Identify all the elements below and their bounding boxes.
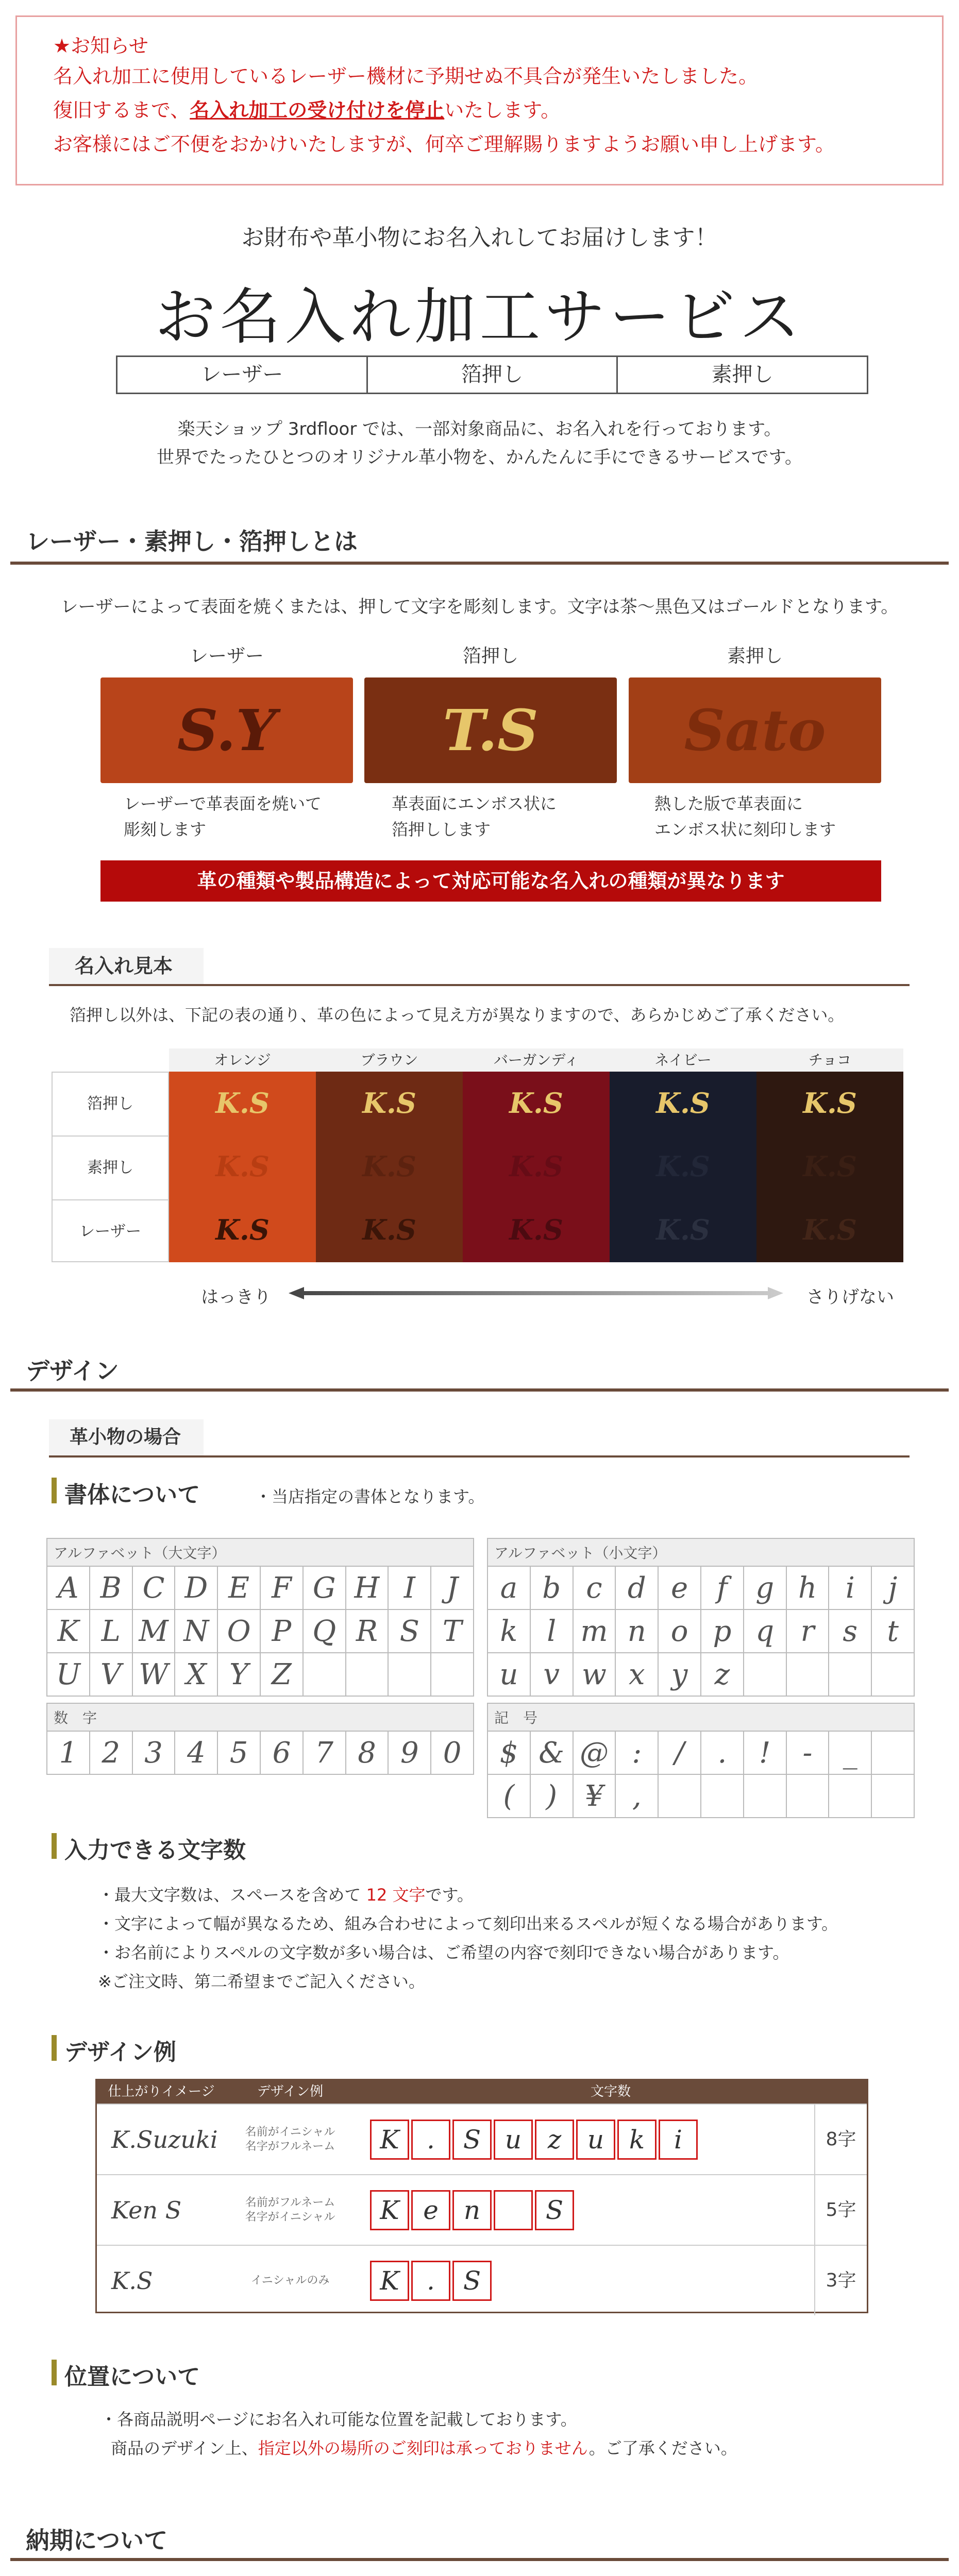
char-box: u (576, 2120, 615, 2160)
glyph-cell: U (47, 1653, 90, 1696)
delivery-heading: 納期について (26, 2527, 168, 2554)
row-label-laser: レーザー (79, 1223, 141, 1241)
glyph-cell: a (487, 1566, 530, 1609)
method-label-plain: 素押し (727, 646, 783, 667)
color-header-burgundy: バーガンディ (463, 1048, 610, 1072)
glyph-cell: u (487, 1653, 530, 1696)
example-heading-bar (52, 2035, 57, 2061)
example-boxes (355, 2120, 814, 2160)
row-label-plain: 素押し (53, 1137, 168, 1200)
samples-heading-box (49, 948, 204, 986)
samples-note: 箔押し以外は、下記の表の通り、革の色によって見え方が異なりますので、あらかじめご了承ください。 (70, 1005, 845, 1025)
glyph-cell: $ (487, 1731, 530, 1774)
lower-label: アルファベット（小文字） (487, 1538, 914, 1566)
notice-box (15, 15, 944, 185)
example-name: K.S (111, 2266, 153, 2295)
method-desc-plain: 熱した版で革表面に エンボス状に刻印します (654, 794, 836, 839)
notice-line3: お客様にはご不便をおかけいたしますが、何卒ご理解賜りますようお願い申し上げます。 (53, 133, 835, 156)
design-sub-box (49, 1419, 204, 1458)
glyph-cell (871, 1731, 914, 1774)
example-desc: 名前がフルネーム 名字がイニシャル (245, 2196, 335, 2224)
glyph-cell: o (658, 1609, 701, 1653)
glyph-cell: 4 (175, 1731, 217, 1774)
glyph-cell: O (217, 1609, 260, 1653)
glyph-cell: 9 (388, 1731, 431, 1774)
glyph-cell (744, 1653, 786, 1696)
glyph-cell: H (346, 1566, 389, 1609)
notice-line1: 名入れ加工に使用しているレーザー機材に予期せぬ不具合が発生いたしました。 (53, 65, 759, 88)
glyph-cell: D (175, 1566, 217, 1609)
font-note: ・当店指定の書体となります。 (255, 1487, 485, 1506)
glyph-cell: Y (217, 1653, 260, 1696)
glyph-cell: n (615, 1609, 658, 1653)
char-box: S (452, 2261, 492, 2301)
chars-list: ・最大文字数は、スペースを含めて 12 文字です。 ・文字によって幅が異なるため、組み合わせによって刻印出来るスペルが短くなる場合があります。 ・お名前によりスペルの文字数が多い場合は、ご希望の内容で刻印できない場合があります。 ※ご注文時、第二希望までご記入ください。 (98, 1885, 838, 1991)
glyph-cell: g (744, 1566, 786, 1609)
char-box: . (411, 2120, 450, 2160)
sample-col-choco: K.S K.S K.S (756, 1072, 903, 1262)
sample-col-burgundy: K.S K.S K.S (463, 1072, 610, 1262)
digits-grid (46, 1703, 474, 1775)
color-header-orange: オレンジ (169, 1048, 316, 1072)
char-box: e (411, 2190, 450, 2230)
method-label-laser: レーザー (189, 646, 264, 667)
chars-heading: 入力できる文字数 (64, 1837, 246, 1863)
glyph-cell: c (573, 1566, 616, 1609)
glyph-cell: & (530, 1731, 573, 1774)
glyph-cell (431, 1653, 474, 1696)
lower-grid (487, 1538, 915, 1697)
glyph-cell: ! (744, 1731, 786, 1774)
methods-divider (10, 562, 949, 565)
glyph-cell: X (175, 1653, 217, 1696)
color-header-brown: ブラウン (316, 1048, 463, 1072)
example-count: 3字 (814, 2246, 867, 2315)
glyph-cell: M (132, 1609, 175, 1653)
glyph-cell: 5 (217, 1731, 260, 1774)
methods-heading: レーザー・素押し・箔押しとは (26, 528, 358, 555)
glyph-cell: Q (303, 1609, 346, 1653)
glyph-cell: d (615, 1566, 658, 1609)
glyph-cell: F (260, 1566, 303, 1609)
example-name: K.Suzuki (111, 2125, 218, 2154)
glyph-cell: N (175, 1609, 217, 1653)
example-count: 5字 (814, 2175, 867, 2245)
glyph-cell: G (303, 1566, 346, 1609)
hero-desc2: 世界でたったひとつのオリジナル革小物を、かんたんに手にできるサービスです。 (157, 447, 802, 468)
glyph-cell: l (530, 1609, 573, 1653)
glyph-cell: / (658, 1731, 701, 1774)
glyph-cell: T (431, 1609, 474, 1653)
glyph-cell: - (786, 1731, 829, 1774)
glyph-cell: , (615, 1774, 658, 1818)
glyph-cell: 8 (346, 1731, 389, 1774)
example-desc: イニシャルのみ (250, 2274, 330, 2287)
glyph-cell (786, 1653, 829, 1696)
glyph-cell: R (346, 1609, 389, 1653)
char-box: S (452, 2120, 492, 2160)
pos-heading: 位置について (64, 2364, 200, 2390)
notice-line2: 復旧するまで、名入れ加工の受け付けを停止いたします。 (53, 99, 561, 122)
color-header-choco: チョコ (756, 1048, 903, 1072)
char-box: n (452, 2190, 492, 2230)
example-boxes (355, 2190, 814, 2230)
symbols-label: 記 号 (487, 1703, 914, 1731)
char-box: K (370, 2190, 409, 2230)
glyph-cell: r (786, 1609, 829, 1653)
sample-col-navy: K.S K.S K.S (610, 1072, 756, 1262)
glyph-cell: m (573, 1609, 616, 1653)
example-heading: デザイン例 (64, 2039, 176, 2065)
glyph-cell: _ (829, 1731, 871, 1774)
glyph-cell (303, 1653, 346, 1696)
pos-heading-bar (52, 2360, 57, 2385)
sample-col-orange: K.S K.S K.S (169, 1072, 316, 1262)
method-desc-laser: レーザーで革表面を焼いて 彫刻します (124, 794, 322, 839)
glyph-cell: P (260, 1609, 303, 1653)
glyph-cell: k (487, 1609, 530, 1653)
design-sub: 革小物の場合 (70, 1427, 181, 1448)
glyph-cell: J (431, 1566, 474, 1609)
glyph-cell: w (573, 1653, 616, 1696)
glyph-cell: W (132, 1653, 175, 1696)
glyph-cell (744, 1774, 786, 1818)
hero-tab-foil: 箔押し (368, 357, 618, 393)
glyph-cell: z (701, 1653, 744, 1696)
method-sample-foil: T.S (364, 677, 617, 783)
glyph-cell: . (701, 1731, 744, 1774)
pos-list: ・各商品説明ページにお名入れ可能な位置を記載しております。 商品のデザイン上、指定以外の場所のご刻印は承っておりません。ご了承ください。 (100, 2410, 737, 2458)
methods-banner: 革の種類や製品構造によって対応可能な名入れの種類が異なります (100, 860, 881, 902)
glyph-cell (658, 1774, 701, 1818)
scale-left-label: はっきり (201, 1287, 271, 1308)
samples-divider (49, 984, 910, 986)
glyph-cell: @ (573, 1731, 616, 1774)
example-row (97, 2174, 867, 2245)
example-table (95, 2079, 868, 2313)
design-heading: デザイン (26, 1357, 119, 1385)
glyph-cell: 0 (431, 1731, 474, 1774)
hero-title: お名入れ加工サービス (155, 281, 804, 352)
ex-col-count: 文字数 (590, 2084, 631, 2099)
color-header-navy: ネイビー (610, 1048, 756, 1072)
example-name: Ken S (111, 2196, 182, 2224)
glyph-cell: x (615, 1653, 658, 1696)
example-boxes (355, 2261, 814, 2301)
ex-col-image: 仕上がりイメージ (108, 2084, 215, 2099)
glyph-cell (871, 1653, 914, 1696)
glyph-cell: 6 (260, 1731, 303, 1774)
glyph-cell: s (829, 1609, 871, 1653)
notice-title: ★お知らせ (53, 35, 148, 57)
scale-right-label: さりげない (806, 1287, 894, 1308)
design-sub-divider (49, 1455, 910, 1458)
samples-table (52, 1048, 915, 1262)
glyph-cell: t (871, 1609, 914, 1653)
example-row (97, 2104, 867, 2174)
hero-tab-laser: レーザー (117, 357, 368, 393)
glyph-cell: p (701, 1609, 744, 1653)
glyph-cell: ) (530, 1774, 573, 1818)
glyph-cell: 1 (47, 1731, 90, 1774)
method-sample-laser: S.Y (100, 677, 353, 783)
glyph-cell (786, 1774, 829, 1818)
example-desc: 名前がイニシャル 名字がフルネーム (245, 2125, 335, 2153)
method-sample-plain: Sato (629, 677, 881, 783)
glyph-cell (871, 1774, 914, 1818)
row-label-foil: 箔押し (53, 1073, 168, 1137)
char-box: K (370, 2261, 409, 2301)
method-label-foil: 箔押し (462, 646, 518, 667)
sample-col-brown: K.S K.S K.S (316, 1072, 463, 1262)
char-box: i (659, 2120, 698, 2160)
symbols-grid (487, 1703, 915, 1818)
char-box: . (411, 2261, 450, 2301)
upper-label: アルファベット（大文字） (47, 1538, 474, 1566)
hero-desc1: 楽天ショップ 3rdfloor では、一部対象商品に、お名入れを行っております。 (177, 419, 782, 439)
glyph-cell: e (658, 1566, 701, 1609)
glyph-cell: ( (487, 1774, 530, 1818)
glyph-cell: y (658, 1653, 701, 1696)
glyph-cell: i (829, 1566, 871, 1609)
glyph-cell: f (701, 1566, 744, 1609)
glyph-cell: K (47, 1609, 90, 1653)
char-box: k (617, 2120, 657, 2160)
chars-heading-bar (52, 1833, 57, 1859)
glyph-cell (701, 1774, 744, 1818)
char-box (494, 2190, 533, 2230)
glyph-cell: V (90, 1653, 132, 1696)
glyph-cell: E (217, 1566, 260, 1609)
methods-intro: レーザーによって表面を焼くまたは、押して文字を彫刻します。文字は茶～黒色又はゴールドとなります。 (60, 597, 899, 617)
glyph-cell: v (530, 1653, 573, 1696)
glyph-cell: h (786, 1566, 829, 1609)
glyph-cell: I (388, 1566, 431, 1609)
glyph-cell (346, 1653, 389, 1696)
char-box: z (535, 2120, 574, 2160)
glyph-cell (388, 1653, 431, 1696)
design-divider (10, 1388, 949, 1392)
upper-grid (46, 1538, 474, 1697)
glyph-cell (829, 1653, 871, 1696)
char-box: K (370, 2120, 409, 2160)
hero-tabs (116, 355, 868, 394)
glyph-cell: ¥ (573, 1774, 616, 1818)
glyph-cell: C (132, 1566, 175, 1609)
glyph-cell: A (47, 1566, 90, 1609)
char-box: S (535, 2190, 574, 2230)
delivery-divider (10, 2558, 949, 2561)
digits-label: 数 字 (47, 1703, 474, 1731)
glyph-cell: 7 (303, 1731, 346, 1774)
example-count: 8字 (814, 2105, 867, 2174)
samples-heading: 名入れ見本 (75, 955, 173, 977)
scale-arrow (289, 1287, 783, 1297)
ex-col-design: デザイン例 (257, 2084, 324, 2099)
method-desc-foil: 革表面にエンボス状に 箔押しします (392, 794, 557, 839)
glyph-cell: b (530, 1566, 573, 1609)
glyph-cell: 2 (90, 1731, 132, 1774)
glyph-cell: q (744, 1609, 786, 1653)
hero-tagline: お財布や革小物にお名入れしてお届けします！ (241, 225, 718, 251)
glyph-cell: 3 (132, 1731, 175, 1774)
glyph-cell: Z (260, 1653, 303, 1696)
example-row (97, 2245, 867, 2315)
glyph-cell (829, 1774, 871, 1818)
font-heading: 書体について (64, 1482, 200, 1508)
font-heading-bar (52, 1478, 57, 1503)
char-box: u (494, 2120, 533, 2160)
glyph-cell: B (90, 1566, 132, 1609)
glyph-cell: L (90, 1609, 132, 1653)
glyph-cell: : (615, 1731, 658, 1774)
glyph-cell: j (871, 1566, 914, 1609)
hero-tab-plain: 素押し (711, 363, 773, 386)
glyph-cell: S (388, 1609, 431, 1653)
